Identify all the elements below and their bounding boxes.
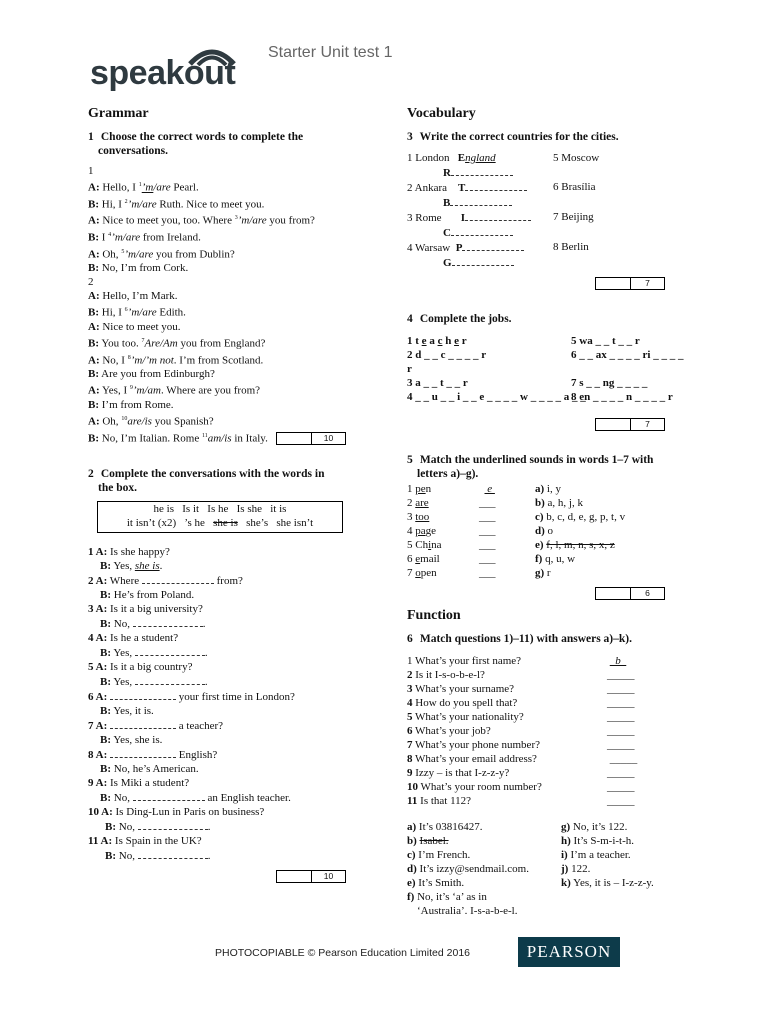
function-heading: Function: [407, 608, 461, 623]
exercise-3-body: 1 London England 5 Moscow R 2 Ankara T 6 Brasília B 3 Rome I 7 Beijing C 4 Warsaw P 8 Berlin G: [407, 152, 600, 269]
exercise-5: [407, 453, 697, 580]
exercise-3-score[interactable]: 7: [595, 277, 665, 290]
exercise-1-body: 1 A: Hello, I $^1$’m/are Pearl. B: Hi, I $^2$’m/are Ruth. Nice to meet you. A: Nice to meet you, too. Where $^3$’m/are you from? B: I $^4$’m/are from Ireland. A: Oh, $^5$’m/are you from Dublin? B: No, I’m from Cork. 2 A: Hello, I’m Mark. B: Hi, I $^6$’m/are Edith. A: Nice to meet you. B: You too. $^7$Are/Am you from England? A: No, I $^8$’m/’m not. I’m from Scotland. B: Are you from Edinburgh? A: Yes, I $^9$’m/am. Where are you from? B: I’m from Rome. A: Oh, $^{10}$are/is you Spanish? B: No, I’m Italian. Rome $^{11}$am/is in Italy.: [88, 165, 315, 445]
pearson-logo: PEARSON: [518, 937, 620, 967]
logo-text: speakout: [90, 54, 236, 92]
exercise-1-score[interactable]: 10: [276, 432, 346, 445]
vocabulary-section: [407, 106, 697, 270]
exercise-3-instruction: 3 Write the correct countries for the cities.: [407, 131, 619, 143]
function-section: [407, 608, 697, 918]
exercise-6-answers: a) It’s 03816427. g) No, it’s 122. b) Isabel. h) It’s S-m-i-t-h. c) I’m French. i) I’m a teacher. d) It’s izzy@sendmail.com. j) 122. e) It’s Smith. k) Yes, it is – I-z-z-y. f) No, it’s ‘a’ as in ‘Australia’. I-s-a-b-e-l.: [407, 821, 654, 917]
exercise-4-instruction: 4 Complete the jobs.: [407, 313, 512, 325]
page-title: Starter Unit test 1: [268, 44, 393, 61]
exercise-1-instruction: 1 Choose the correct words to complete the conversations.: [88, 131, 304, 157]
exercise-4: [407, 312, 697, 404]
exercise-2-body: 1 A: Is she happy? B: Yes, she is. 2 A: Where from? B: He’s from Poland. 3 A: Is it a big university? B: No, . 4 A: Is he a student? B: Yes, . 5 A: Is it a big country? B: Yes, . 6 A: your first time in London? B: Yes, it is. 7 A: a teacher? B: Yes, she is. 8 A: English? B: No, he’s American. 9 A: Is Miki a student? B: No, an English teacher. 10 A: Is Ding-Lun in Paris on business? B: No, . 11 A: Is Spain in the UK? B: No, .: [88, 546, 295, 862]
exercise-5-score[interactable]: 6: [595, 587, 665, 600]
speakout-logo: [90, 46, 265, 96]
word-box: he is Is it Is he Is she it is it isn’t (x2) ’s he she is she’s she isn’t: [97, 501, 343, 533]
exercise-4-body: 1 t e a c h e r 5 wa _ _ t _ _ r 2 d _ _ c _ _ _ _ r 6 _ _ ax _ _ _ _ ri _ _ _ _ r 3 a _ _ t _ _ r 7 s _ _ ng _ _ _ _ 4 _ _ u _ _ i _ _ e _ _ _ _ w _ _ _ _ a _ _ 8 en _ _ _ _ n _ _ _ _ r: [407, 335, 684, 403]
grammar-section: [88, 106, 378, 445]
vocabulary-heading: Vocabulary: [407, 106, 476, 121]
exercise-6-questions: 1 What’s your first name? b 2 Is it I-s-o-b-e-l? _____ 3 What’s your surname? _____ 4 How do you spell that? _____ 5 What’s your nationality? _____ 6 What’s your job? _____ 7 What’s your phone number? _____ 8 What’s your email address? _____ 9 Izzy – is that I-z-z-y? _____ 10 What’s your room number? _____ 11 Is that 112? _____: [407, 655, 638, 807]
copyright-notice: PHOTOCOPIABLE © Pearson Education Limited 2016: [215, 947, 471, 959]
exercise-5-body: 1 pen e a) i, y 2 are ___ b) a, h, j, k 3 too ___ c) b, c, d, e, g, p, t, v 4 page ___ d) o 5 China ___ e) f, l, m, n, s, x, z 6 email ___ f) q, u, w 7 open ___ g) r: [407, 483, 626, 579]
exercise-6-instruction: 6 Match questions 1)–11) with answers a)–k).: [407, 633, 632, 645]
exercise-2-score[interactable]: 10: [276, 870, 346, 883]
exercise-2-instruction: 2 Complete the conversations with the words in the box.: [88, 468, 325, 494]
exercise-5-instruction: 5 Match the underlined sounds in words 1–7 with letters a)–g).: [407, 454, 654, 480]
exercise-2: [88, 467, 378, 495]
grammar-heading: Grammar: [88, 106, 149, 121]
exercise-4-score[interactable]: 7: [595, 418, 665, 431]
